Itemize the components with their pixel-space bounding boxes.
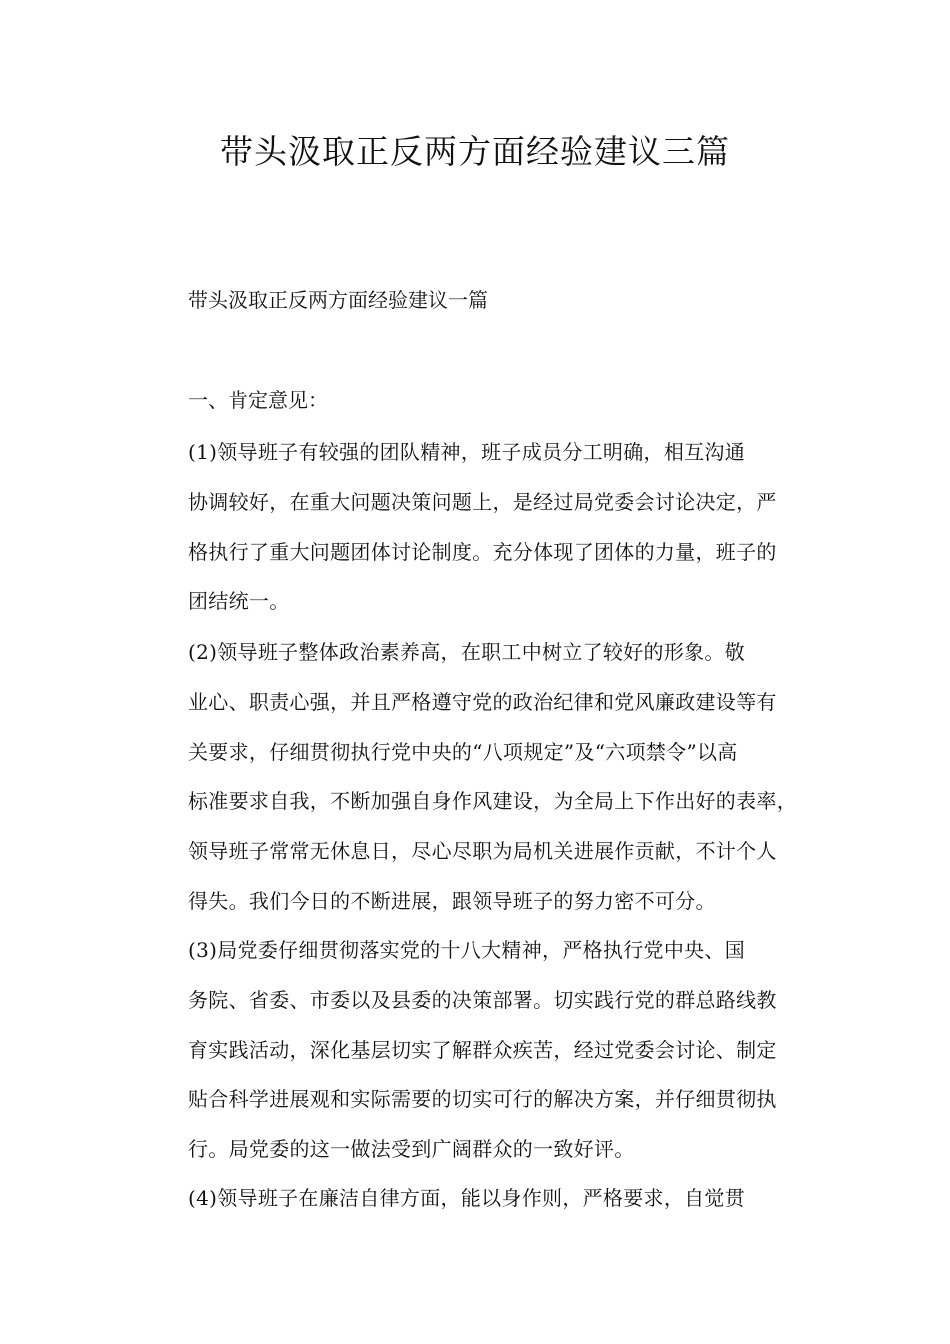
paragraph-line: 得失。我们今日的不断进展，跟领导班子的努力密不可分。 <box>188 888 716 913</box>
paragraph-line: 业心、职责心强，并且严格遵守党的政治纪律和党风廉政建设等有 <box>188 689 777 714</box>
paragraph-line: 协调较好，在重大问题决策问题上，是经过局党委会讨论决定，严 <box>188 489 777 514</box>
paragraph-4 <box>146 1174 826 1224</box>
paragraph-line: (4)领导班子在廉洁自律方面，能以身作则，严格要求，自觉贯 <box>188 1186 746 1210</box>
document-subtitle: 带头汲取正反两方面经验建议一篇 <box>188 288 488 312</box>
paragraph-line: 团结统一。 <box>188 589 290 614</box>
paragraph-1 <box>146 428 826 627</box>
paragraph-3 <box>146 926 826 1175</box>
paragraph-2 <box>146 628 826 927</box>
paragraph-line: (1)领导班子有较强的团队精神，班子成员分工明确，相互沟通 <box>188 440 746 464</box>
paragraph-line: 行。局党委的这一做法受到广阔群众的一致好评。 <box>188 1137 635 1162</box>
document-title: 带头汲取正反两方面经验建议三篇 <box>220 132 730 171</box>
paragraph-line: (3)局党委仔细贯彻落实党的十八大精神，严格执行党中央、国 <box>188 938 746 962</box>
paragraph-line: 关要求，仔细贯彻执行党中央的“八项规定”及“六项禁令”以高 <box>188 739 738 764</box>
paragraph-line: 务院、省委、市委以及县委的决策部署。切实践行党的群总路线教 <box>188 987 777 1012</box>
paragraph-line: 贴合科学进展观和实际需要的切实可行的解决方案，并仔细贯彻执 <box>188 1087 777 1112</box>
paragraph-line: 格执行了重大问题团体讨论制度。充分体现了团体的力量，班子的 <box>188 539 777 564</box>
paragraph-line: 领导班子常常无休息日，尽心尽职为局机关进展作贡献，不计个人 <box>188 839 777 864</box>
paragraph-line: (2)领导班子整体政治素养高，在职工中树立了较好的形象。敬 <box>188 640 746 664</box>
paragraph-line: 育实践活动，深化基层切实了解群众疾苦，经过党委会讨论、制定 <box>188 1037 777 1062</box>
paragraph-line: 标准要求自我，不断加强自身作风建设，为全局上下作出好的表率， <box>188 789 797 814</box>
section-heading: 一、肯定意见： <box>188 388 328 412</box>
